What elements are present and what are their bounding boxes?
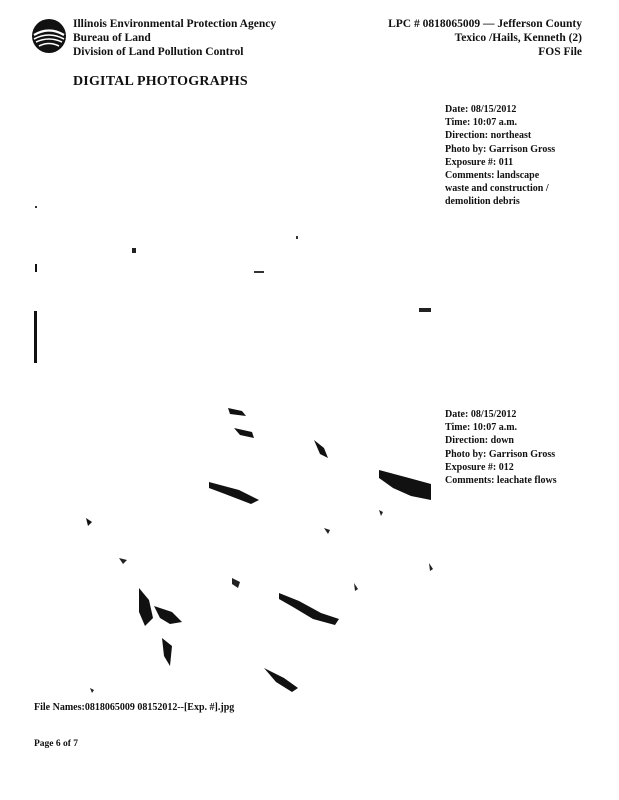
agency-block — [73, 17, 276, 59]
photo-1-date: Date: 08/15/2012 — [445, 104, 517, 115]
photo-1-photographer: Photo by: Garrison Gross — [445, 143, 556, 155]
photo-1-direction: Direction: northeast — [445, 130, 532, 142]
agency-name: Illinois Environmental Protection Agency — [73, 18, 277, 30]
photo-2-comments: Comments: leachate flows — [445, 475, 557, 487]
photo-1-exposure: Exposure #: 011 — [445, 156, 514, 168]
photo-1-comments-cont: demolition debris — [445, 196, 520, 208]
file-names-note: File Names:0818065009 08152012--[Exp. #].jpg — [34, 702, 235, 713]
file-type: FOS File — [538, 46, 582, 58]
agency-logo-icon — [31, 18, 67, 54]
lpc-block — [388, 17, 582, 59]
photo-2 — [34, 378, 434, 696]
division-name: Division of Land Pollution Control — [73, 46, 244, 58]
photo-2-time: Time: 10:07 a.m. — [445, 422, 518, 434]
page-title: DIGITAL PHOTOGRAPHS — [73, 74, 248, 89]
photo-1 — [34, 96, 434, 366]
bureau-name: Bureau of Land — [73, 32, 151, 44]
photo-1-comments-cont: waste and construction / — [445, 183, 549, 195]
photo-2-photographer: Photo by: Garrison Gross — [445, 448, 556, 460]
photo-1-time: Time: 10:07 a.m. — [445, 117, 518, 129]
site-name: Texico /Hails, Kenneth (2) — [454, 32, 582, 44]
photo-2-details — [445, 408, 595, 487]
photo-1-comments: Comments: landscape — [445, 170, 540, 182]
photo-2-exposure: Exposure #: 012 — [445, 461, 514, 473]
lpc-number: LPC # 0818065009 — Jefferson County — [388, 18, 582, 30]
photo-1-details — [445, 103, 595, 209]
photo-2-date: Date: 08/15/2012 — [445, 409, 517, 420]
photo-2-direction: Direction: down — [445, 435, 514, 447]
page-number: Page 6 of 7 — [34, 739, 79, 749]
